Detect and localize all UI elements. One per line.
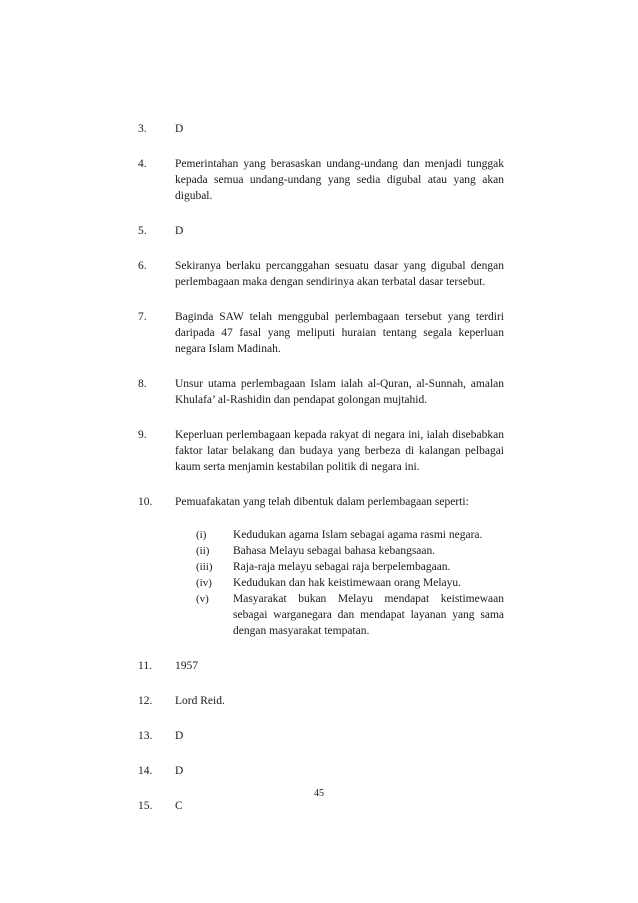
item-text: Pemerintahan yang berasaskan undang-undang dan menjadi tunggak kepada semua undang-undang yang sedia digubal atau yang akan digubal.: [175, 158, 504, 202]
item-text: Pemuafakatan yang telah dibentuk dalam perlembagaan seperti:: [175, 496, 469, 508]
item-number: 8.: [138, 378, 147, 390]
sub-item-text: Raja-raja melayu sebagai raja berpelembagaan.: [233, 561, 451, 573]
item-text: D: [175, 123, 184, 135]
sub-item-marker: (v): [196, 593, 209, 605]
page-number: 45: [314, 788, 324, 799]
sub-item-marker: (i): [196, 529, 207, 541]
sub-item-text: Kedudukan dan hak keistimewaan orang Melayu.: [233, 577, 462, 589]
sub-item-marker: (iii): [196, 561, 213, 573]
list-item: [138, 223, 504, 239]
sub-item-text: Bahasa Melayu sebagai bahasa kebangsaan.: [233, 545, 436, 557]
item-number: 11.: [138, 660, 152, 672]
list-item: [138, 798, 504, 814]
item-text: Keperluan perlembagaan kepada rakyat di negara ini, ialah disebabkan faktor latar belakang dan budaya yang berbeza di kalangan pelbagai kaum serta menjamin kestabilan politik di negara ini.: [175, 429, 504, 473]
answer-list: [138, 121, 504, 833]
item-number: 10.: [138, 496, 153, 508]
list-item: [138, 156, 504, 204]
item-number: 4.: [138, 158, 147, 170]
sub-list-item: [196, 575, 504, 591]
item-number: 14.: [138, 765, 153, 777]
sub-list-item: [196, 591, 504, 639]
sub-item-marker: (iv): [196, 577, 212, 589]
item-number: 7.: [138, 311, 147, 323]
item-text: Baginda SAW telah menggubal perlembagaan tersebut yang terdiri daripada 47 fasal yang meliputi huraian tentang segala keperluan negara Islam Madinah.: [175, 311, 504, 355]
list-item: [138, 258, 504, 290]
sub-list-item: [196, 527, 504, 543]
item-number: 3.: [138, 123, 147, 135]
sub-list: [175, 527, 504, 639]
item-number: 5.: [138, 225, 147, 237]
item-text: D: [175, 225, 184, 237]
sub-list-item: [196, 559, 504, 575]
item-number: 15.: [138, 800, 153, 812]
list-item: [138, 309, 504, 357]
list-item: [138, 658, 504, 674]
list-item: [138, 763, 504, 779]
item-text: D: [175, 730, 184, 742]
item-text: Lord Reid.: [175, 695, 225, 707]
sub-list-item: [196, 543, 504, 559]
list-item: [138, 728, 504, 744]
item-number: 12.: [138, 695, 153, 707]
list-item: [138, 693, 504, 709]
list-item: [138, 427, 504, 475]
item-text: Sekiranya berlaku percanggahan sesuatu dasar yang digubal dengan perlembagaan maka dengan sendirinya akan terbatal dasar tersebut.: [175, 260, 504, 288]
list-item: [138, 376, 504, 408]
item-text: 1957: [175, 660, 198, 672]
item-text: Unsur utama perlembagaan Islam ialah al-Quran, al-Sunnah, amalan Khulafa’ al-Rashidin dan pendapat golongan mujtahid.: [175, 378, 504, 406]
sub-item-text: Kedudukan agama Islam sebagai agama rasmi negara.: [233, 529, 483, 541]
list-item: [138, 121, 504, 137]
sub-item-marker: (ii): [196, 545, 210, 557]
sub-item-text: Masyarakat bukan Melayu mendapat keistimewaan sebagai warganegara dan mendapat layanan yang sama dengan masyarakat tempatan.: [233, 593, 504, 637]
item-text: C: [175, 800, 183, 812]
item-number: 6.: [138, 260, 147, 272]
item-number: 13.: [138, 730, 153, 742]
item-content: [175, 494, 504, 639]
item-number: 9.: [138, 429, 147, 441]
item-text: D: [175, 765, 184, 777]
list-item: [138, 494, 504, 639]
